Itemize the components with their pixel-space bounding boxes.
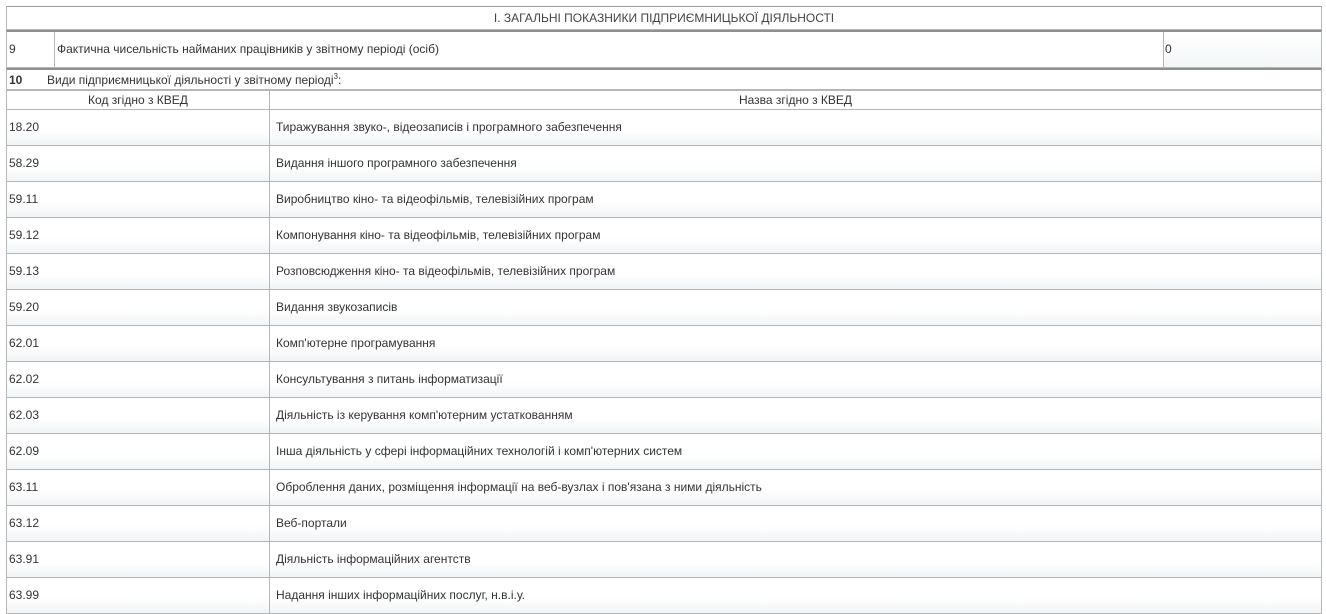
kved-code: 59.13 <box>7 254 270 289</box>
kved-code: 62.01 <box>7 326 270 361</box>
kved-name: Діяльність із керування комп'ютерним устаткованням <box>276 408 573 422</box>
table-row <box>6 182 1322 218</box>
table-row <box>6 362 1322 398</box>
code-column-header: Код згідно з КВЕД <box>7 91 270 109</box>
activities-label <box>47 70 341 90</box>
kved-code: 62.03 <box>7 398 270 433</box>
kved-code: 63.91 <box>7 542 270 577</box>
kved-name: Виробництво кіно- та відеофільмів, телевізійних програм <box>276 192 594 206</box>
table-row <box>6 506 1322 542</box>
kved-name: Надання інших інформаційних послуг, н.в.і.у. <box>276 588 525 602</box>
table-row <box>6 398 1322 434</box>
kved-code: 59.11 <box>7 182 270 217</box>
kved-name: Розповсюдження кіно- та відеофільмів, телевізійних програм <box>276 264 616 278</box>
activities-label-text: Види підприємницької діяльності у звітному періоді <box>47 73 334 87</box>
table-row <box>6 542 1322 578</box>
report-form <box>6 6 1322 614</box>
kved-code: 63.99 <box>7 578 270 613</box>
table-row <box>6 146 1322 182</box>
activities-row <box>6 68 1322 90</box>
employees-row <box>6 30 1322 68</box>
kved-name: Видання іншого програмного забезпечення <box>276 156 517 170</box>
kved-code: 63.11 <box>7 470 270 505</box>
kved-name: Веб-портали <box>276 516 347 530</box>
activities-colon: : <box>338 73 342 87</box>
table-row <box>6 470 1322 506</box>
name-column-header: Назва згідно з КВЕД <box>738 93 853 107</box>
kved-name: Компонування кіно- та відеофільмів, телевізійних програм <box>276 228 601 242</box>
table-row <box>6 326 1322 362</box>
kved-code: 62.02 <box>7 362 270 397</box>
employees-value: 0 <box>1164 32 1321 67</box>
row-number: 9 <box>7 32 55 67</box>
kved-code: 58.29 <box>7 146 270 181</box>
kved-code: 63.12 <box>7 506 270 541</box>
kved-code: 59.20 <box>7 290 270 325</box>
kved-code: 18.20 <box>7 110 270 145</box>
kved-name: Оброблення даних, розміщення інформації на веб-вузлах і пов'язана з ними діяльність <box>276 480 762 494</box>
kved-code: 62.09 <box>7 434 270 469</box>
table-row <box>6 110 1322 146</box>
table-row <box>6 434 1322 470</box>
kved-name: Видання звукозаписів <box>276 300 398 314</box>
kved-name: Тиражування звуко-, відеозаписів і програмного забезпечення <box>276 120 622 134</box>
kved-name: Інша діяльність у сфері інформаційних технологій і комп'ютерних систем <box>276 444 683 458</box>
kved-code: 59.12 <box>7 218 270 253</box>
table-row <box>6 254 1322 290</box>
table-row <box>6 290 1322 326</box>
kved-table-header <box>6 90 1322 110</box>
kved-name: Консультування з питань інформатизації <box>276 372 503 386</box>
kved-name: Комп'ютерне програмування <box>276 336 436 350</box>
table-row <box>6 218 1322 254</box>
section-title: І. ЗАГАЛЬНІ ПОКАЗНИКИ ПІДПРИЄМНИЦЬКОЇ ДІЯЛЬНОСТІ <box>6 6 1322 30</box>
row-number: 10 <box>9 73 23 87</box>
kved-table-body <box>6 110 1322 614</box>
kved-name: Діяльність інформаційних агентств <box>276 552 471 566</box>
employees-label: Фактична чисельність найманих працівників у звітному періоді (осіб) <box>55 32 1164 67</box>
table-row <box>6 578 1322 614</box>
footnote-marker: 3 <box>333 72 338 81</box>
